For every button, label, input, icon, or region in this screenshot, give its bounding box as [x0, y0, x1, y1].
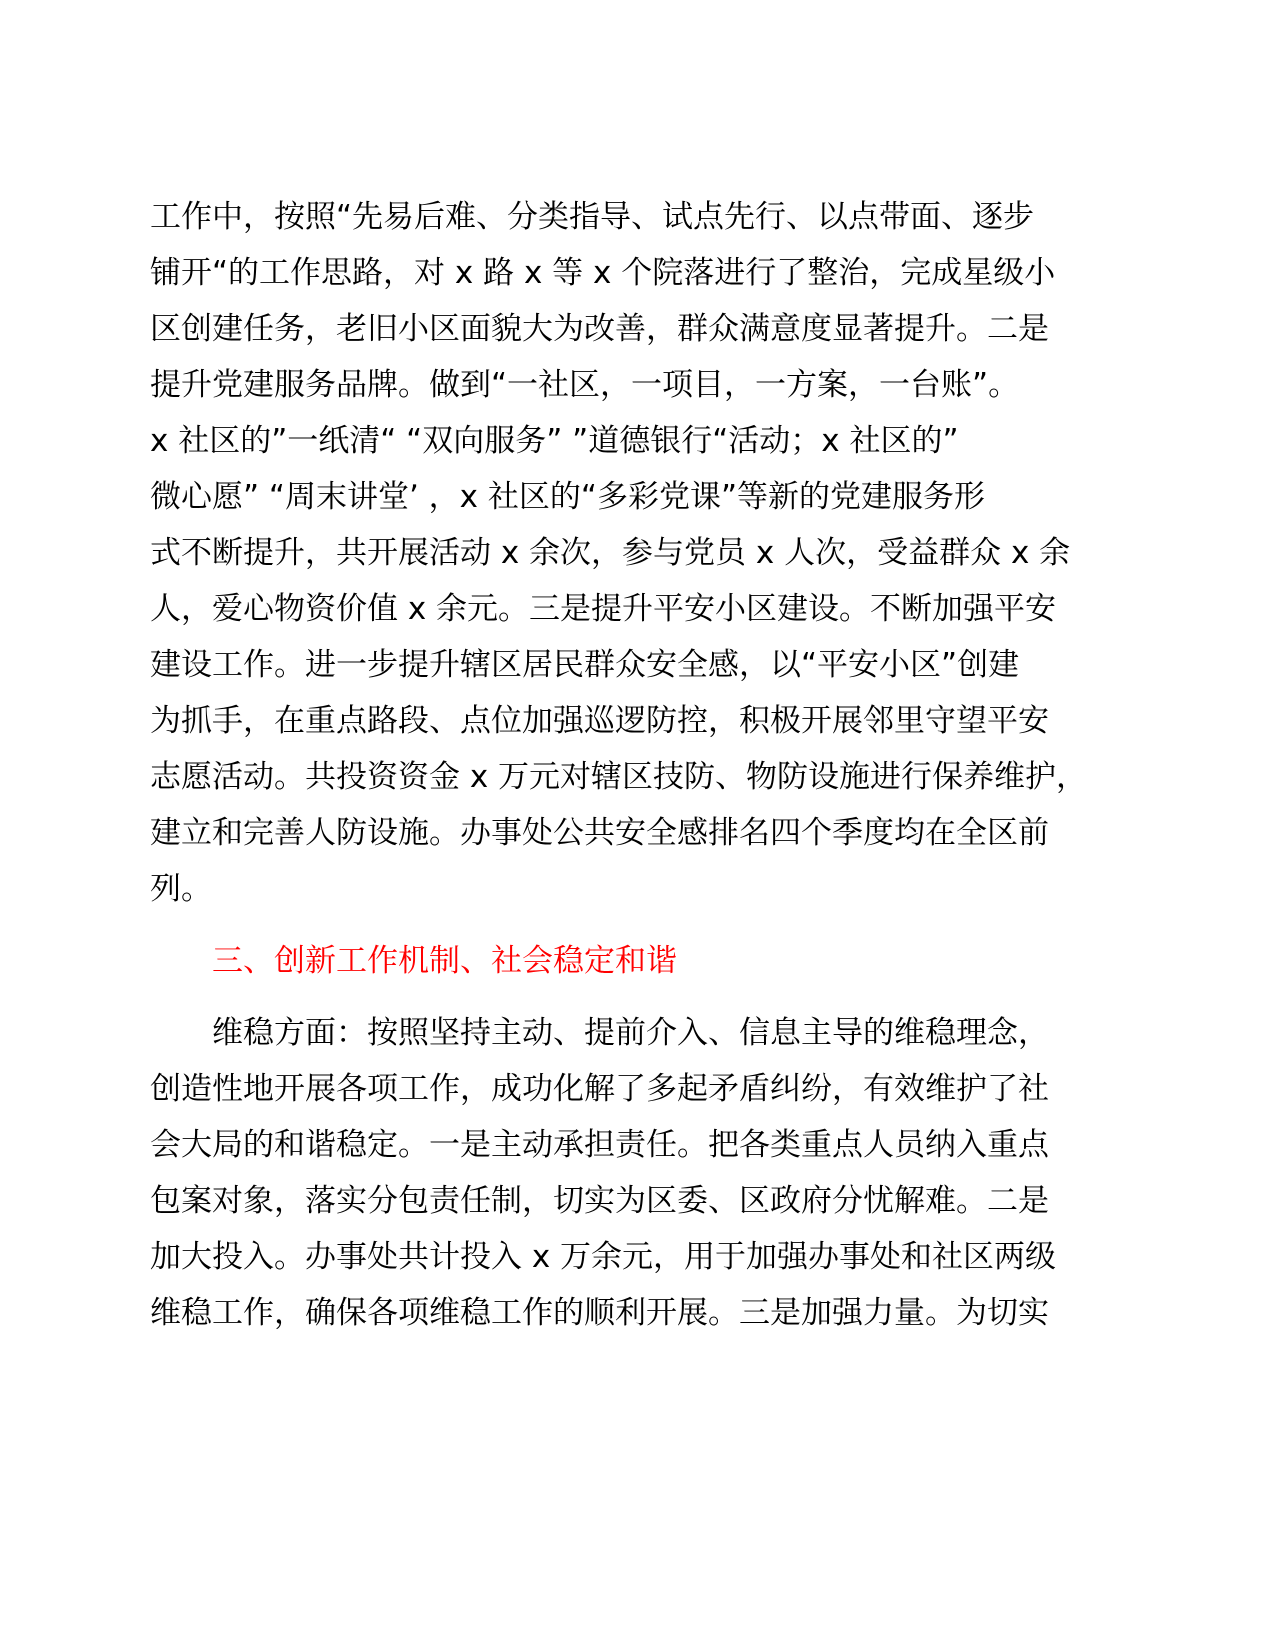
paragraph-line: 包案对象，落实分包责任制，切实为区委、区政府分忧解难。二是 — [150, 1183, 1049, 1219]
paragraph-line: 维稳方面：按照坚持主动、提前介入、信息主导的维稳理念， — [212, 1015, 1049, 1051]
paragraph-line: 维稳工作，确保各项维稳工作的顺利开展。三是加强力量。为切实 — [150, 1295, 1049, 1331]
paragraph-line: 列。 — [150, 871, 212, 907]
paragraph-line: 铺开“的工作思路，对 x 路 x 等 x 个院落进行了整治，完成星级小 — [150, 255, 1056, 291]
section-heading: 三、创新工作机制、社会稳定和谐 — [212, 943, 677, 979]
paragraph-line: 会大局的和谐稳定。一是主动承担责任。把各类重点人员纳入重点 — [150, 1127, 1049, 1163]
paragraph-line: 创造性地开展各项工作，成功化解了多起矛盾纠纷，有效维护了社 — [150, 1071, 1049, 1107]
paragraph-line: 人，爱心物资价值 x 余元。三是提升平安小区建设。不断加强平安 — [150, 591, 1057, 627]
paragraph-line: 区创建任务，老旧小区面貌大为改善，群众满意度显著提升。二是 — [150, 311, 1049, 347]
paragraph-line: 式不断提升，共开展活动 x 余次，参与党员 x 人次，受益群众 x 余 — [150, 535, 1071, 571]
paragraph-line: 建设工作。进一步提升辖区居民群众安全感，以“平安小区”创建 — [150, 647, 1020, 683]
paragraph-line: x 社区的”一纸清“ “双向服务” ”道德银行“活动；x 社区的” — [150, 423, 959, 459]
paragraph-line: 建立和完善人防设施。办事处公共安全感排名四个季度均在全区前 — [150, 815, 1049, 851]
paragraph-line: 志愿活动。共投资资金 x 万元对辖区技防、物防设施进行保养维护， — [150, 759, 1088, 795]
paragraph-line: 微心愿” “周末讲堂’ ，x 社区的“多彩党课”等新的党建服务形 — [150, 479, 985, 515]
paragraph-line: 为抓手，在重点路段、点位加强巡逻防控，积极开展邻里守望平安 — [150, 703, 1049, 739]
paragraph-line: 工作中，按照“先易后难、分类指导、试点先行、以点带面、逐步 — [150, 199, 1035, 235]
paragraph-line: 提升党建服务品牌。做到“一社区，一项目，一方案，一台账”。 — [150, 367, 1020, 403]
paragraph-line: 加大投入。办事处共计投入 x 万余元，用于加强办事处和社区两级 — [150, 1239, 1057, 1275]
